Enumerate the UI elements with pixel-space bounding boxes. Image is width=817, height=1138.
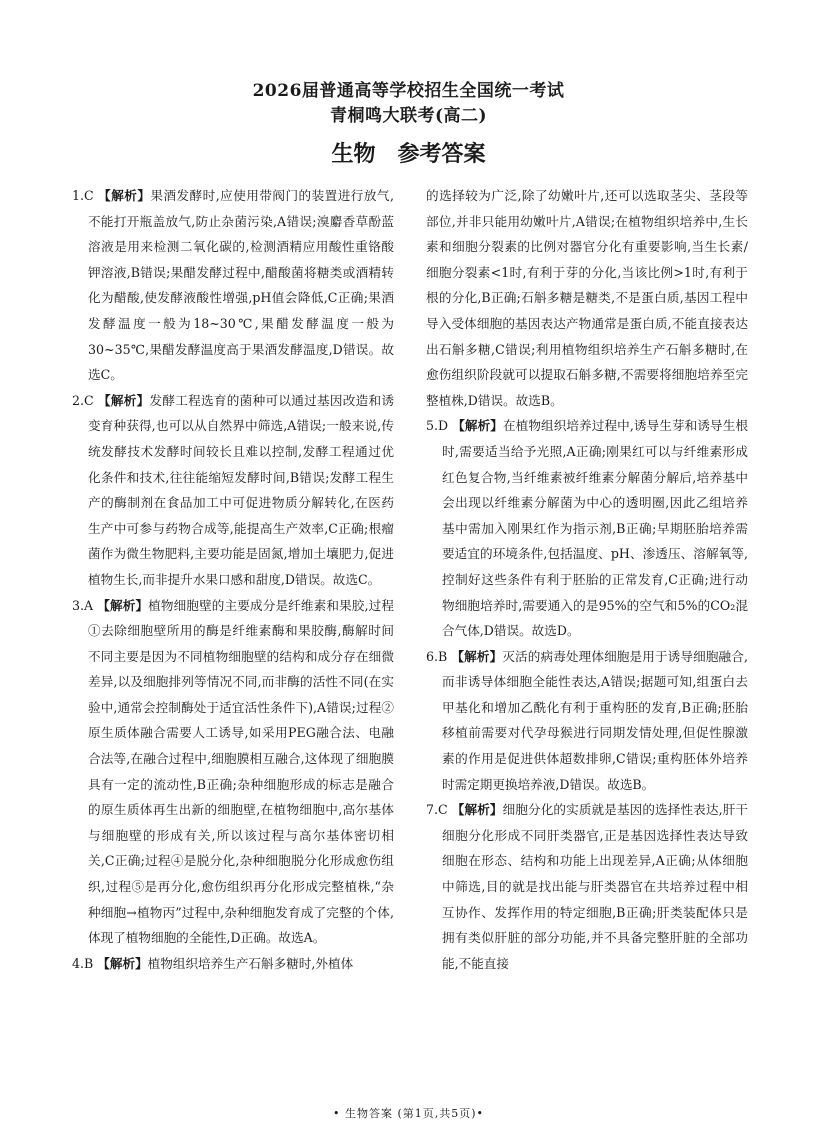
subject-name: 生物 [331, 142, 376, 167]
answer-item-5 [426, 413, 748, 643]
subject-heading [0, 137, 817, 168]
page-footer: • 生物答案 (第1页,共5页)• [332, 1107, 485, 1120]
answer-number: 4.B [72, 955, 94, 971]
analysis-tag: 【解析】 [451, 802, 503, 818]
analysis-tag: 【解析】 [97, 392, 150, 408]
analysis-tag: 【解析】 [452, 418, 503, 434]
analysis-tag: 【解析】 [97, 955, 148, 971]
exam-subtitle: 青桐鸣大联考(高二) [329, 106, 488, 126]
answer-number: 7.C [426, 802, 448, 818]
analysis-tag: 【解析】 [97, 597, 149, 613]
analysis-tag: 【解析】 [451, 648, 503, 664]
answer-text: 细胞分化的实质就是基因的选择性表达,肝干细胞分化形成不同肝类器官,正是基因选择性表达导致细胞在形态、结构和功能上出现差异,A正确;从体细胞中筛选,目的就是找出能与肝类器官在共培养过程中相互协作、发挥作用的特定细胞,B正确;肝类装配体只是拥有类似肝脏的部分功能,并不具备完整肝脏的全部功能,不能直接 [442, 802, 748, 971]
answer-number: 6.B [426, 648, 448, 664]
exam-title: 2026届普通高等学校招生全国统一考试 [252, 81, 565, 101]
answer-number: 1.C [72, 188, 94, 203]
answer-item-4 [72, 951, 394, 977]
analysis-tag: 【解析】 [98, 188, 151, 203]
answer-number: 5.D [426, 418, 449, 434]
answer-number: 2.C [72, 392, 94, 408]
answer-text: 在植物组织培养过程中,诱导生芽和诱导生根时,需要适当给予光照,A正确;刚果红可以与纤维素形成红色复合物,当纤维素被纤维素分解菌分解后,培养基中会出现以纤维素分解菌为中心的透明圈,因此乙组培养基中需加入刚果红作为指示剂,B正确;早期胚胎培养需要适宜的环境条件,包括温度、pH、渗透压、溶解氧等,控制好这些条件有利于胚胎的正常发育,C正确;进行动物细胞培养时,需要通入的是95%的空气和5%的CO₂混合气体,D错误。故选D。 [442, 418, 749, 639]
answer-text: 灭活的病毒处理体细胞是用于诱导细胞融合,而非诱导体细胞全能性表达,A错误;据题可知,组蛋白去甲基化和增加乙酰化有利于重构胚的发育,B正确;胚胎移植前需要对代孕母猴进行同期发情处理,但促性腺激素的作用是促进供体超数排卵,C错误;重构胚体外培养时需定期更换培养液,D错误。故选B。 [442, 648, 748, 792]
answer-item-3 [72, 593, 394, 951]
answer-text: 发酵工程选育的菌种可以通过基因改造和诱变育种获得,也可以从自然界中筛选,A错误;一般来说,传统发酵技术发酵时间较长且难以控制,发酵工程通过优化条件和技术,往往能缩短发酵时间,B错误;发酵工程生产的酶制剂在食品加工中可促进物质分解转化,在医药生产中可参与药物合成等,能提高生产效率,C正确;根瘤菌作为微生物肥料,主要功能是固氮,增加土壤肥力,促进植物生长,而非提升水果口感和甜度,D错误。故选C。 [88, 392, 395, 587]
answer-item-1 [72, 183, 394, 388]
left-column [72, 183, 394, 976]
answer-number: 3.A [72, 597, 94, 613]
answer-text: 果酒发酵时,应使用带阀门的装置进行放气,不能打开瓶盖放气,防止杂菌污染,A错误;溴麝香草酚蓝溶液是用来检测二氧化碳的,检测酒精应用酸性重铬酸钾溶液,B错误;果醋发酵过程中,醋酸菌将糖类或酒精转化为醋酸,使发酵液酸性增强,pH值会降低,C正确;果酒发酵温度一般为18~30℃,果醋发酵温度一般为30~35℃,果醋发酵温度高于果酒发酵温度,D错误。故选C。 [88, 188, 394, 383]
answer-item-4-continued: 的选择较为广泛,除了幼嫩叶片,还可以选取茎尖、茎段等部位,并非只能用幼嫩叶片,A错误;在植物组织培养中,生长素和细胞分裂素的比例对器官分化有重要影响,当生长素/细胞分裂素<1时,有利于芽的分化,当该比例>1时,有利于根的分化,B正确;石斛多糖是糖类,不是蛋白质,基因工程中导入受体细胞的基因表达产物通常是蛋白质,不能直接表达出石斛多糖,C错误;利用植物组织培养生产石斛多糖时,在愈伤组织阶段就可以提取石斛多糖,不需要将细胞培养至完整植株,D错误。故选B。 [426, 188, 748, 408]
answer-item-2 [72, 388, 394, 593]
answer-text: 植物组织培养生产石斛多糖时,外植体 [147, 955, 354, 971]
subject-suffix: 参考答案 [397, 142, 486, 167]
answer-text: 植物细胞壁的主要成分是纤维素和果胶,过程①去除细胞壁所用的酶是纤维素酶和果胶酶,酶解时间不同主要是因为不同植物细胞壁的结构和成分存在细微差异,以及细胞排列等情况不同,而非酶的活性不同(在实验中,通常会控制酶处于适宜活性条件下),A错误;过程②原生质体融合需要人工诱导,如采用PEG融合法、电融合法等,在融合过程中,细胞膜相互融合,这体现了细胞膜具有一定的流动性,B正确;杂种细胞形成的标志是融合的原生质体再生出新的细胞壁,在植物细胞中,高尔基体与细胞壁的形成有关,所以该过程与高尔基体密切相关,C正确;过程④是脱分化,杂种细胞脱分化形成愈伤组织,过程⑤是再分化,愈伤组织再分化形成完整植株,“杂种细胞→植物丙”过程中,杂种细胞发育成了完整的个体,体现了植物细胞的全能性,D正确。故选A。 [88, 597, 394, 946]
right-column [426, 183, 748, 976]
answer-item-6 [426, 644, 748, 798]
answer-item-7 [426, 797, 748, 976]
